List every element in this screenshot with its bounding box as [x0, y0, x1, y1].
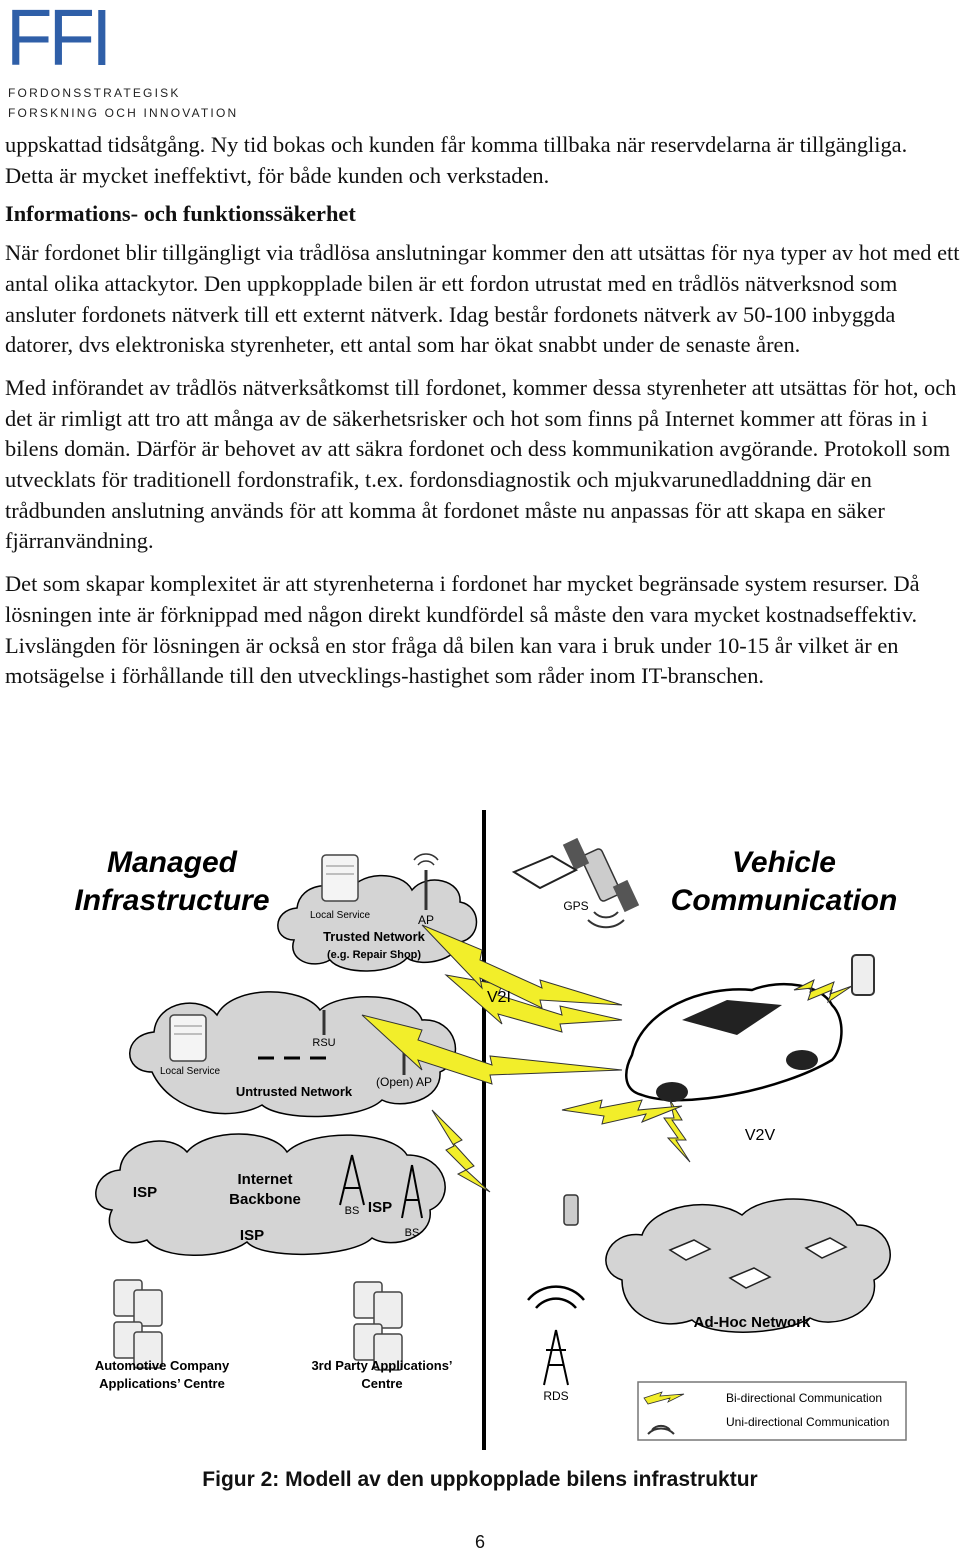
- server-icon: [322, 855, 358, 901]
- gps-satellite: [563, 838, 639, 927]
- adhoc-network-cloud: [606, 1199, 890, 1332]
- label-v2v: V2V: [744, 1127, 776, 1144]
- label-ap: AP: [417, 913, 435, 927]
- rds-tower: [528, 1287, 584, 1403]
- server-icon: [374, 1292, 402, 1328]
- infrastructure-figure: [62, 810, 914, 1450]
- label-local-service-2: Local Service: [159, 1066, 221, 1077]
- lightning-icon: [562, 1100, 682, 1124]
- car-icon: [514, 856, 576, 888]
- label-applications-centre: Applications’ Centre: [99, 1376, 225, 1391]
- server-icon: [134, 1290, 162, 1326]
- label-adhoc-network: Ad-Hoc Network: [693, 1314, 811, 1331]
- label-automotive-company: Automotive Company: [94, 1358, 230, 1373]
- ffi-logo: [6, 0, 246, 122]
- large-car: [626, 984, 841, 1102]
- title-managed: Managed: [106, 846, 238, 879]
- paragraph-3: Det som skapar komplexitet är att styrenheterna i fordonet har mycket begränsade system resurser. Då lösningen inte är förknippad med någon direkt kundfördel så måste den vara mycket kostnadseffektiv. Livslängden för lösningen är också en stor fråga då bilen kan vara i bruk under 10-15 år vilket är en motsägelse i förhållande till den utvecklings-hastighet som råder inom IT-branschen.: [5, 571, 920, 689]
- legend-unidirectional: Uni-directional Communication: [726, 1415, 890, 1429]
- satellite-icon: [580, 848, 621, 903]
- page-number: 6: [474, 1532, 485, 1552]
- server-icon: [170, 1015, 206, 1061]
- lightning-icon: [422, 925, 622, 1008]
- label-open-ap: (Open) AP: [375, 1075, 433, 1089]
- label-third-party: 3rd Party Applications’: [311, 1358, 453, 1373]
- paragraph-1: När fordonet blir tillgängligt via trådlösa anslutningar kommer den att utsättas för nya typer av hot med ett antal olika attackytor. Den uppkopplade bilen är ett fordon utrustat med en trådlös nätverksnod som ansluter fordonets nätverk till ett externt nätverk. Idag består fordonets nätverk av 50-100 inbyggda datorer, dvs elektroniska styrenheter, ett antal som har ökat snabbt under de senaste åren.: [5, 240, 960, 358]
- label-v2i: V2I: [486, 989, 512, 1006]
- label-isp-2: ISP: [367, 1199, 393, 1216]
- figure-caption: Figur 2: Modell av den uppkopplade bilens infrastruktur: [202, 1468, 758, 1491]
- phone-icon: [852, 955, 874, 995]
- label-repair-shop: (e.g. Repair Shop): [326, 949, 422, 961]
- internet-backbone-cloud: [96, 1134, 445, 1255]
- legend: [638, 1382, 906, 1440]
- document-body: [5, 130, 960, 704]
- label-rds: RDS: [543, 1389, 569, 1403]
- logo-line-1: FORDONSSTRATEGISK: [8, 86, 181, 100]
- title-communication: Communication: [670, 884, 898, 917]
- label-internet: Internet: [237, 1171, 293, 1188]
- paragraph-intro: uppskattad tidsåtgång. Ny tid bokas och kunden får komma tillbaka när reservdelarna är tillgängliga. Detta är mycket ineffektivt, för både kunden och verkstaden.: [5, 132, 908, 188]
- third-party-centre: [311, 1282, 452, 1391]
- label-isp-1: ISP: [132, 1184, 158, 1201]
- label-gps: GPS: [563, 899, 589, 913]
- label-isp-3: ISP: [239, 1227, 265, 1244]
- radio-icon: [564, 1195, 578, 1225]
- logo-mark: FFI: [6, 0, 109, 82]
- paragraph-2: Med införandet av trådlös nätverksåtkomst till fordonet, kommer dessa styrenheter att utsättas för hot, och det är rimligt att tro att många av de säkerhetsrisker och hot som finns på Internet kommer att föras in i bilens domän. Därför är behovet av att säkra fordonet och dess kommunikation avgörande. Protokoll som utvecklats för traditionell fordonstrafik, t.ex. fordonsdiagnostik och mjukvarunedladdning där en trådbunden anslutning används för att komma åt fordonet måste nu anpassas för att skapa en säker fjärranvändning.: [5, 374, 957, 554]
- tower-icon: [544, 1330, 568, 1385]
- legend-bidirectional: Bi-directional Communication: [726, 1391, 883, 1405]
- label-third-party-centre: Centre: [361, 1376, 403, 1391]
- label-rsu: RSU: [312, 1037, 336, 1049]
- label-trusted-network: Trusted Network: [323, 929, 425, 944]
- title-vehicle: Vehicle: [732, 846, 836, 879]
- trusted-network-cloud: [278, 854, 477, 971]
- infrastructure-diagram: [62, 810, 914, 1450]
- section-heading: Informations- och funktionssäkerhet: [5, 201, 356, 227]
- label-bs-1: BS: [344, 1205, 360, 1217]
- label-bs-2: BS: [404, 1227, 420, 1239]
- automotive-company-centre: [95, 1280, 230, 1391]
- label-local-service-1: Local Service: [309, 910, 371, 921]
- logo-line-2: FORSKNING OCH INNOVATION: [8, 106, 239, 120]
- title-infrastructure: Infrastructure: [74, 884, 270, 917]
- label-backbone: Backbone: [229, 1191, 301, 1208]
- label-untrusted-network: Untrusted Network: [235, 1084, 353, 1099]
